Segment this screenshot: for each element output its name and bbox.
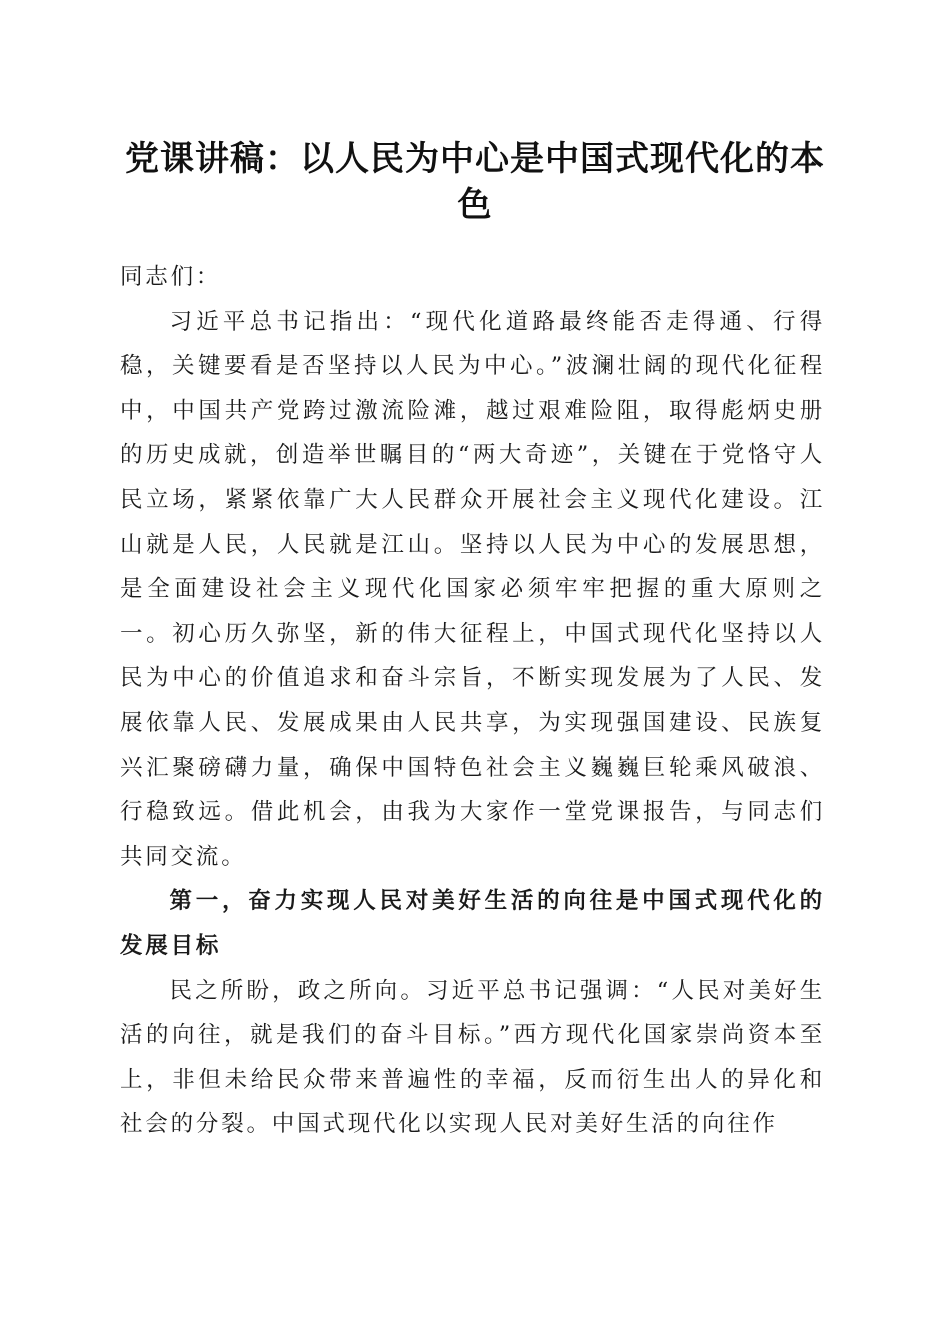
- intro-paragraph: 习近平总书记指出：“现代化道路最终能否走得通、行得稳，关键要看是否坚持以人民为中心。”波澜壮阔的现代化征程中，中国共产党跨过激流险滩，越过艰难险阻，取得彪炳史册的历史成就，创造举世瞩目的“两大奇迹”，关键在于党恪守人民立场，紧紧依靠广大人民群众开展社会主义现代化建设。江山就是人民，人民就是江山。坚持以人民为中心的发展思想，是全面建设社会主义现代化国家必须牢牢把握的重大原则之一。初心历久弥坚，新的伟大征程上，中国式现代化坚持以人民为中心的价值追求和奋斗宗旨，不断实现发展为了人民、发展依靠人民、发展成果由人民共享，为实现强国建设、民族复兴汇聚磅礴力量，确保中国特色社会主义巍巍巨轮乘风破浪、行稳致远。借此机会，由我为大家作一堂党课报告，与同志们共同交流。: [120, 308, 825, 870]
- section-heading-1: 第一，奋力实现人民对美好生活的向往是中国式现代化的发展目标: [120, 888, 825, 959]
- document-title: 党课讲稿：以人民为中心是中国式现代化的本色: [125, 139, 825, 225]
- document-body: [120, 255, 825, 1147]
- salutation: 同志们：: [120, 264, 222, 290]
- section-paragraph-1: 民之所盼，政之所向。习近平总书记强调：“人民对美好生活的向往，就是我们的奋斗目标。”西方现代化国家崇尚资本至上，非但未给民众带来普遍性的幸福，反而衍生出人的异化和社会的分裂。中国式现代化以实现人民对美好生活的向往作: [120, 977, 825, 1138]
